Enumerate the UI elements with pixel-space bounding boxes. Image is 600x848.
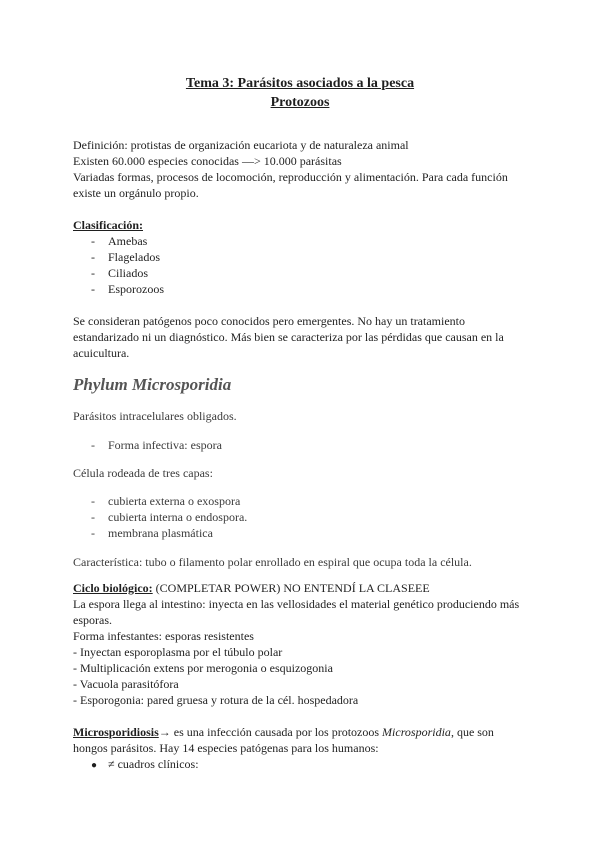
list-item: - Esporozoos [91,282,164,296]
ciclo-line: - Inyectan esporoplasma por el túbulo polar [73,645,283,659]
dash-marker: - [91,438,95,452]
intro-species: Existen 60.000 especies conocidas —> 10.000 parásitas [73,154,342,168]
list-item: - Forma infectiva: espora [91,438,222,452]
list-item: - Ciliados [91,266,149,280]
phylum-heading: Phylum Microsporidia [73,375,232,394]
dash-marker: - [91,282,95,296]
caracteristica-text: Característica: tubo o filamento polar enrollado en espiral que ocupa toda la célula. [73,555,472,569]
dash-marker: - [91,510,95,524]
patogenos-line-2: estandarizado ni un diagnóstico. Más bien se caracteriza por las pérdidas que causan en la [73,330,504,344]
clasificacion-heading: Clasificación: [73,218,143,232]
ciclo-line: Forma infestantes: esporas resistentes [73,629,254,643]
ciclo-line: esporas. [73,613,112,627]
list-item: - cubierta externa o exospora [91,494,241,508]
dash-marker: - [91,234,95,248]
ciclo-line: - Esporogonia: pared gruesa y rotura de la cél. hospedadora [73,693,359,707]
document-subtitle: Protozoos [270,95,330,110]
ciclo-note: (COMPLETAR POWER) NO ENTENDÍ LA CLASEEE [152,581,430,595]
intro-organelle: existe un orgánulo propio. [73,186,199,200]
list-item: - Amebas [91,234,148,248]
list-item: ● ≠ cuadros clínicos: [91,756,199,774]
microsporidiosis-line-1: Microsporidiosis→ es una infección causada por los protozoos Microsporidia, que son [73,725,494,739]
ciclo-line: - Vacuola parasitófora [73,677,179,691]
dash-marker: - [91,266,95,280]
celula-text: Célula rodeada de tres capas: [73,466,213,480]
ciclo-heading-line [73,580,430,596]
document-title: Tema 3: Parásitos asociados a la pesca [185,76,415,91]
patogenos-line-1: Se consideran patógenos poco conocidos pero emergentes. No hay un tratamiento [73,314,465,328]
intracelulares-text: Parásitos intracelulares obligados. [73,409,237,423]
arrow-icon: → [158,725,171,739]
intro-forms: Variadas formas, procesos de locomoción, reproducción y alimentación. Para cada función [73,170,508,184]
dash-marker: - [91,526,95,540]
ciclo-line: La espora llega al intestino: inyecta en las vellosidades el material genético produciendo más [73,597,520,611]
dash-marker: - [91,250,95,264]
dash-marker: - [91,494,95,508]
bullet-icon: ● [91,760,98,771]
list-item: - membrana plasmática [91,526,213,540]
microsporidiosis-heading: Microsporidiosis [73,725,159,739]
ciclo-heading: Ciclo biológico: [73,581,153,595]
patogenos-line-3: acuicultura. [73,346,130,360]
ciclo-line: - Multiplicación extens por merogonia o esquizogonia [73,661,333,675]
intro-definition: Definición: protistas de organización eucariota y de naturaleza animal [73,138,409,152]
list-item: - cubierta interna o endospora. [91,510,248,524]
list-item: - Flagelados [91,250,160,264]
microsporidiosis-line-2: hongos parásitos. Hay 14 especies patógenas para los humanos: [73,741,379,755]
